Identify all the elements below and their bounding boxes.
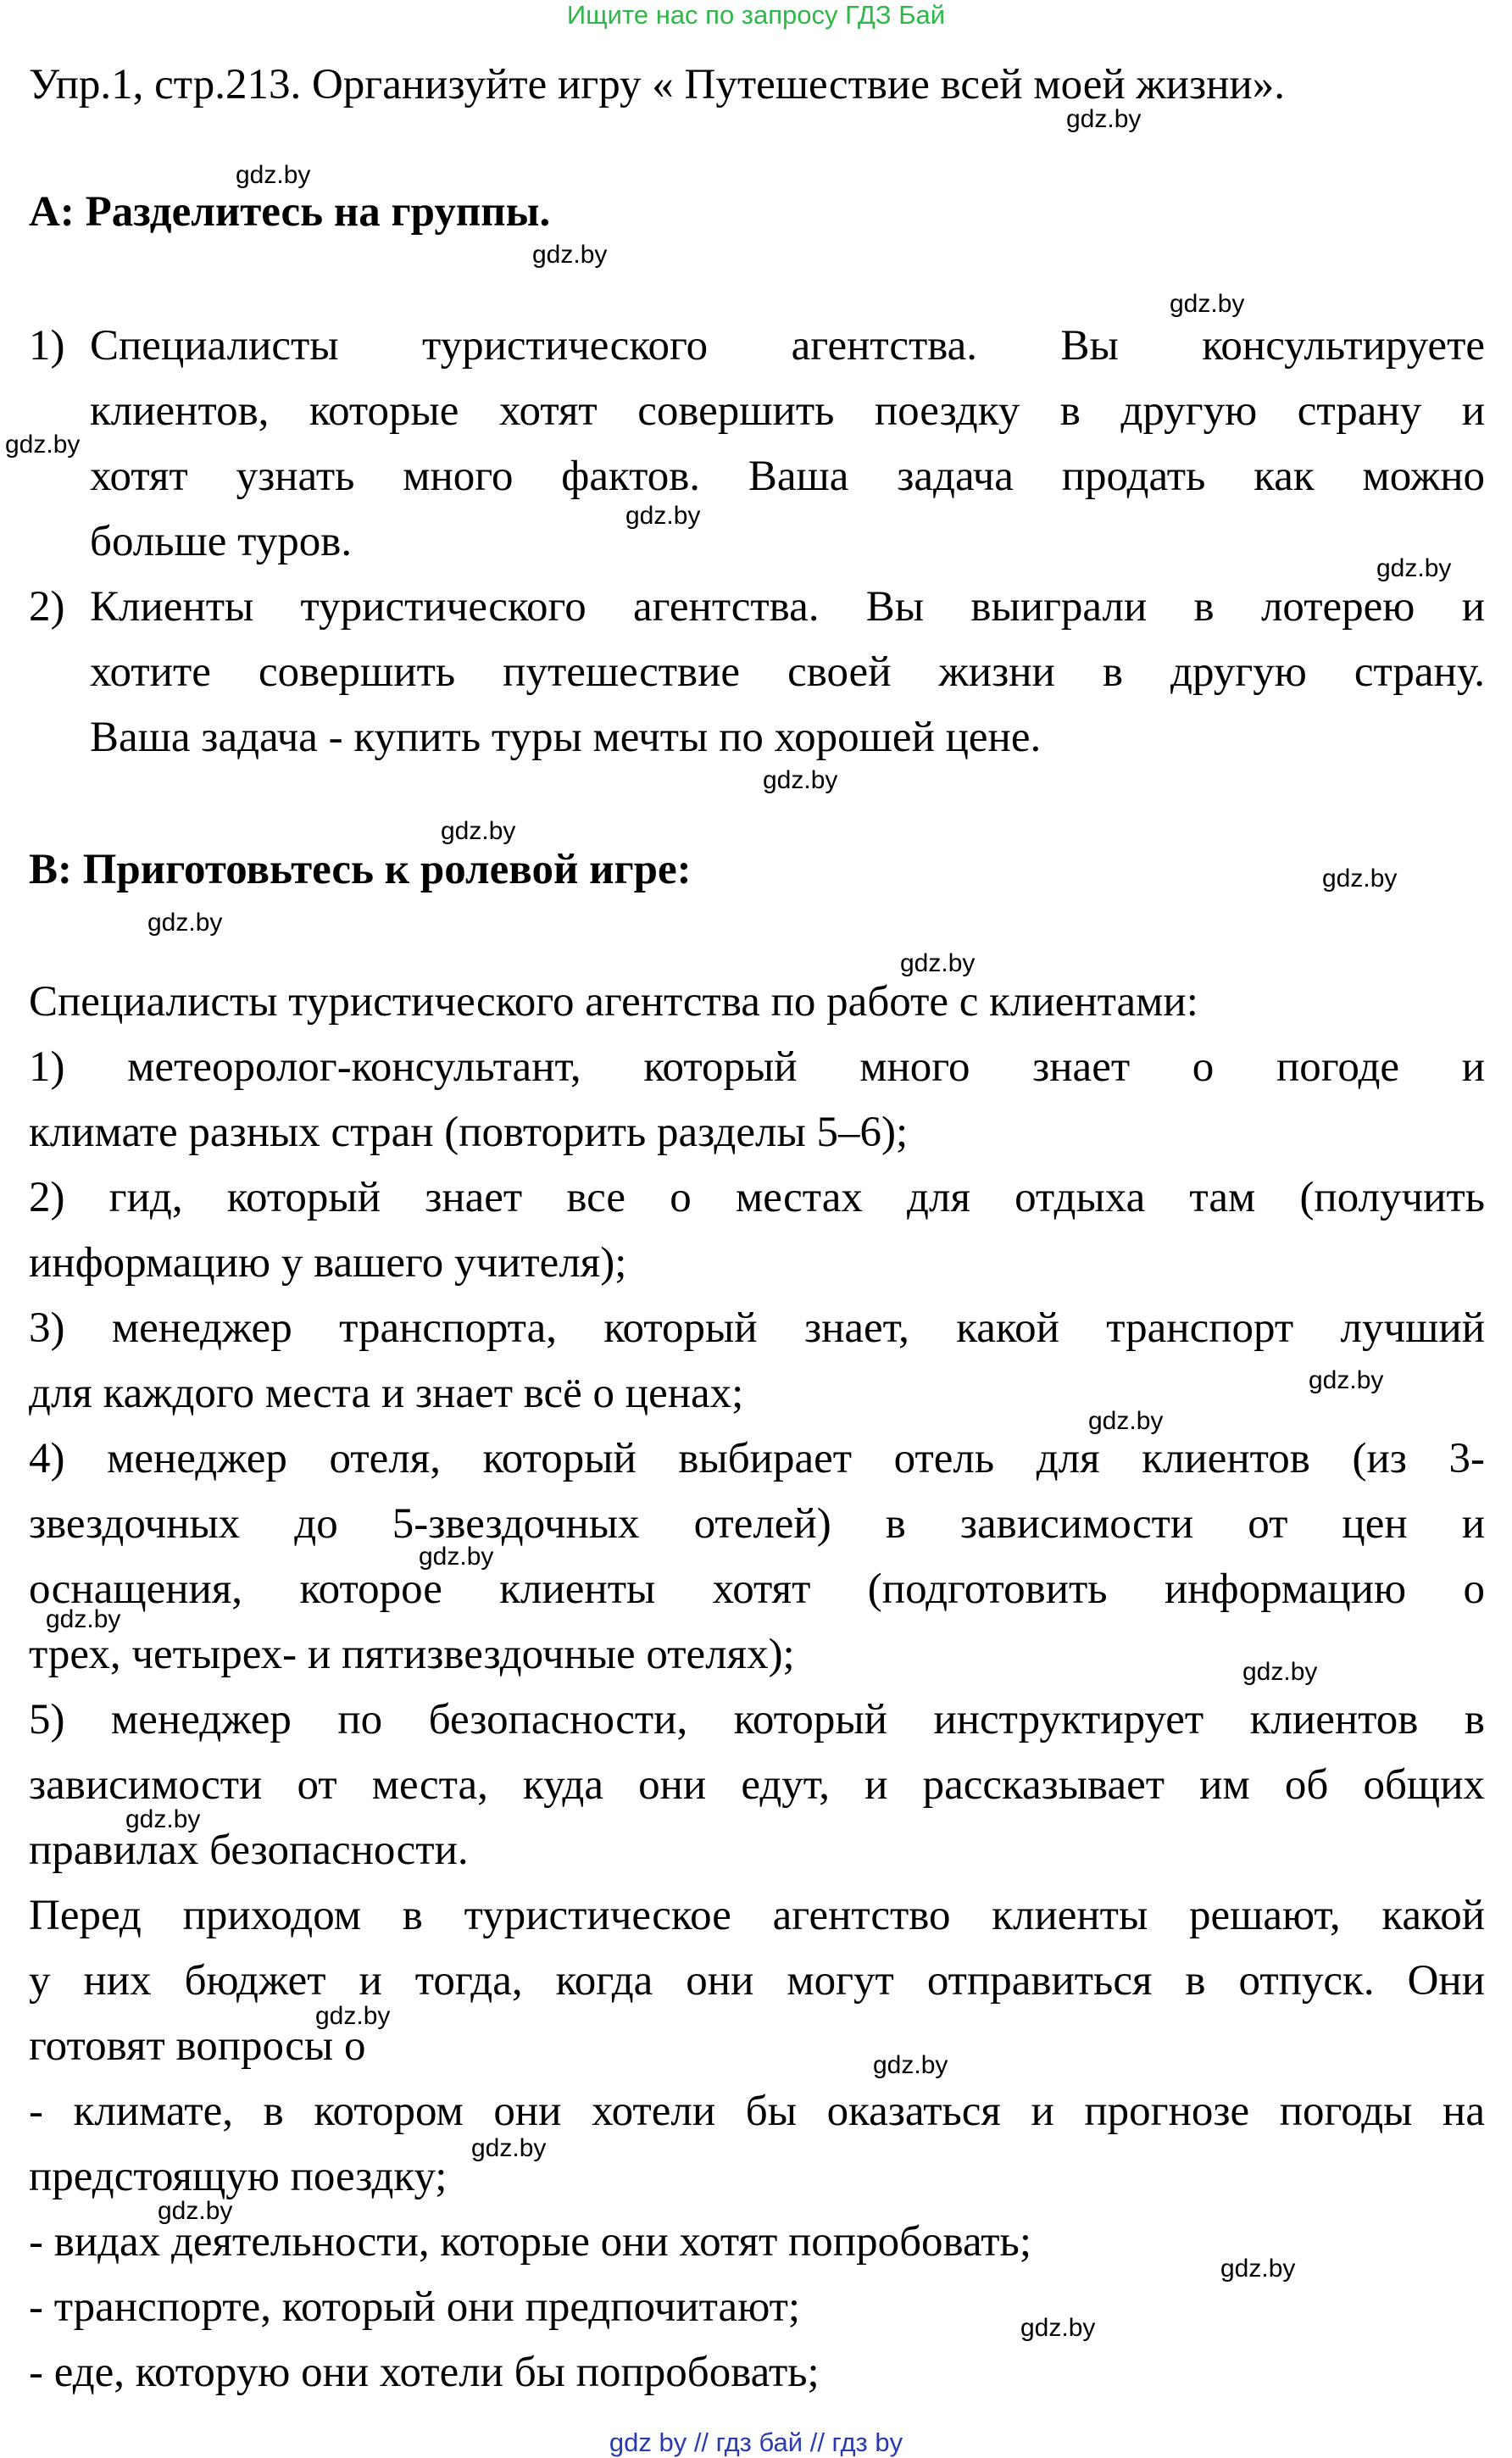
section-b-heading: B: Приготовьтесь к ролевой игре:: [29, 846, 692, 893]
watermark: gdz.by: [315, 2002, 391, 2030]
watermark: gdz.by: [1170, 290, 1245, 318]
watermark: gdz.by: [1309, 1366, 1384, 1394]
item-1-line: хотят узнать много фактов. Ваша задача продать как можно: [90, 453, 1485, 500]
section-b-line: 1) метеоролог-консультант, который много знает о погоде и: [29, 1043, 1485, 1091]
section-b-line: климате разных стран (повторить разделы 5–6);: [29, 1109, 909, 1156]
section-b-line: - транспорте, который они предпочитают;: [29, 2283, 801, 2331]
section-b-line: у них бюджет и тогда, когда они могут отправиться в отпуск. Они: [29, 1957, 1485, 2005]
section-b-line: - климате, в котором они хотели бы оказаться и прогнозе погоды на: [29, 2088, 1485, 2135]
watermark: gdz.by: [1242, 1658, 1318, 1686]
section-b-line: Перед приходом в туристическое агентство клиенты решают, какой: [29, 1892, 1485, 1939]
item-1-line: больше туров.: [90, 518, 353, 565]
watermark: gdz.by: [441, 817, 516, 845]
item-2-line: хотите совершить путешествие своей жизни в другую страну.: [90, 648, 1485, 696]
watermark: gdz.by: [5, 431, 81, 459]
watermark: gdz.by: [1066, 105, 1142, 133]
watermark: gdz.by: [625, 502, 701, 530]
section-b-line: для каждого места и знает всё о ценах;: [29, 1370, 744, 1417]
section-b-line: - еде, которую они хотели бы попробовать;: [29, 2349, 820, 2396]
watermark: gdz.by: [236, 161, 311, 189]
section-b-line: Специалисты туристического агентства по работе с клиентами:: [29, 978, 1198, 1026]
item-2-number: 2): [29, 583, 65, 631]
section-b-line: правилах безопасности.: [29, 1827, 469, 1874]
watermark: gdz.by: [1322, 865, 1398, 893]
item-1-line: Специалисты туристического агентства. Вы консультируете: [90, 322, 1485, 370]
item-2-line: Ваша задача - купить туры мечты по хорошей цене.: [90, 714, 1042, 761]
item-1-number: 1): [29, 322, 65, 370]
watermark: gdz.by: [900, 949, 976, 977]
watermark: gdz.by: [1088, 1407, 1164, 1435]
section-b-line: звездочных до 5-звездочных отелей) в зависимости от цен и: [29, 1500, 1485, 1548]
watermark: gdz.by: [147, 909, 223, 937]
section-b-line: трех, четырех- и пятизвездочные отелях);: [29, 1631, 795, 1678]
watermark: gdz.by: [125, 1805, 201, 1833]
top-banner-link[interactable]: Ищите нас по запросу ГДЗ Бай: [566, 0, 946, 30]
section-b-line: 4) менеджер отеля, который выбирает отель для клиентов (из 3-: [29, 1435, 1485, 1482]
watermark: gdz.by: [763, 766, 838, 794]
watermark: gdz.by: [873, 2051, 948, 2079]
section-b-line: зависимости от места, куда они едут, и рассказывает им об общих: [29, 1761, 1485, 1809]
section-b-line: информацию у вашего учителя);: [29, 1239, 627, 1287]
section-a-heading: A: Разделитесь на группы.: [29, 188, 551, 236]
watermark: gdz.by: [1220, 2255, 1296, 2283]
watermark: gdz.by: [1020, 2314, 1096, 2342]
section-b-line: оснащения, которое клиенты хотят (подготовить информацию о: [29, 1565, 1485, 1613]
watermark: gdz.by: [471, 2134, 547, 2162]
exercise-title: Упр.1, стр.213. Организуйте игру « Путешествие всей моей жизни».: [29, 61, 1285, 108]
item-2-line: Клиенты туристического агентства. Вы выиграли в лотерею и: [90, 583, 1485, 631]
watermark: gdz.by: [46, 1605, 121, 1633]
watermark: gdz.by: [1376, 554, 1452, 582]
item-1-line: клиентов, которые хотят совершить поездку в другую страну и: [90, 387, 1485, 435]
section-b-line: готовят вопросы о: [29, 2022, 366, 2070]
watermark: gdz.by: [158, 2197, 233, 2225]
section-b-line: 5) менеджер по безопасности, который инструктирует клиентов в: [29, 1696, 1485, 1743]
watermark: gdz.by: [419, 1543, 494, 1571]
footer-links[interactable]: gdz by // гдз бай // гдз by: [609, 2427, 903, 2457]
section-b-line: предстоящую поездку;: [29, 2153, 447, 2200]
section-b-line: 3) менеджер транспорта, который знает, какой транспорт лучший: [29, 1304, 1485, 1352]
section-b-line: - видах деятельности, которые они хотят попробовать;: [29, 2218, 1031, 2266]
section-b-line: 2) гид, который знает все о местах для отдыха там (получить: [29, 1174, 1485, 1221]
watermark: gdz.by: [532, 241, 608, 269]
